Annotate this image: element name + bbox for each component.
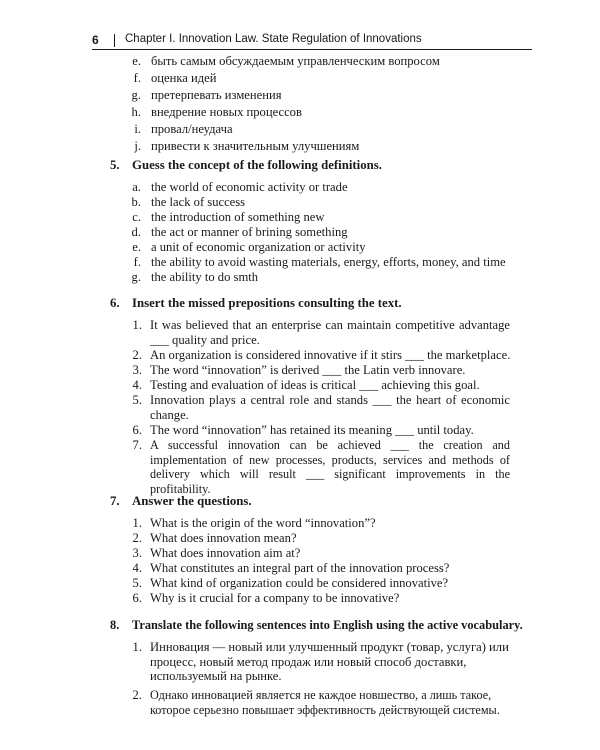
running-title: Chapter I. Innovation Law. State Regulation of Innovations (125, 33, 422, 45)
section-5-title: 5. Guess the concept of the following definitions. (110, 158, 382, 172)
section-6-title: 6. Insert the missed prepositions consulting the text. (110, 296, 402, 310)
section-8-title: 8. Translate the following sentences into English using the active vocabulary. (110, 618, 523, 632)
header-divider (114, 34, 115, 47)
header-rule (92, 49, 532, 50)
running-header (92, 31, 532, 49)
section-7-title: 7. Answer the questions. (110, 494, 252, 508)
page-number: 6 (92, 33, 99, 47)
